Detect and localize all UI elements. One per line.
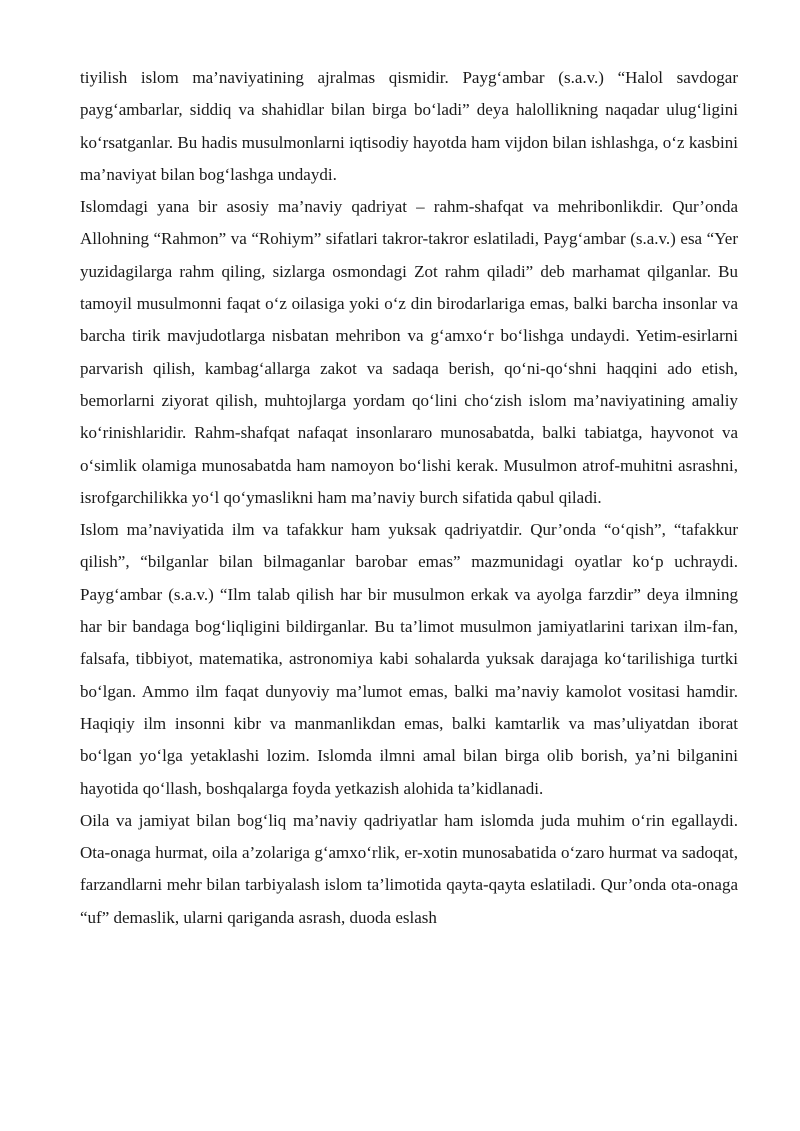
- document-page: [80, 62, 738, 934]
- paragraph-family: Oila va jamiyat bilan bog‘liq ma’naviy qadriyatlar ham islomda juda muhim o‘rin egallaydi. Ota-onaga hurmat, oila a’zolariga g‘amxo‘rlik, er-xotin munosabatida o‘zaro hurmat va sadoqat, farzandlarni mehr bilan tarbiyalash islom ta’limotida qayta-qayta eslatiladi. Qur’onda ota-onaga “uf” demaslik, ularni qariganda asrash, duoda eslash: [80, 810, 738, 927]
- paragraph-honesty: tiyilish islom ma’naviyatining ajralmas qismidir. Payg‘ambar (s.a.v.) “Halol savdogar payg‘ambarlar, siddiq va shahidlar bilan birga bo‘ladi” deya halollikning naqadar ulug‘ligini ko‘rsatganlar. Bu hadis musulmonlarni iqtisodiy hayotda ham vijdon bilan ishlashga, o‘z kasbini ma’naviyat bilan bog‘lashga undaydi.: [80, 68, 738, 184]
- paragraph-compassion: Islomdagi yana bir asosiy ma’naviy qadriyat – rahm-shafqat va mehribonlikdir. Qur’onda Allohning “Rahmon” va “Rohiym” sifatlari takror-takror eslatiladi, Payg‘ambar (s.a.v.) esa “Yer yuzidagilarga rahm qiling, sizlarga osmondagi Zot rahm qiladi” deb marhamat qilganlar. Bu tamoyil musulmonni faqat o‘z oilasiga yoki o‘z din birodarlariga emas, balki barcha insonlar va barcha tirik mavjudotlarga nisbatan mehribon va g‘amxo‘r bo‘lishga undaydi. Yetim-esirlarni parvarish qilish, kambag‘allarga zakot va sadaqa berish, qo‘ni-qo‘shni haqqini ado etish, bemorlarni ziyorat qilish, muhtojlarga yordam qo‘lini cho‘zish islom ma’naviyatining amaliy ko‘rinishlaridir. Rahm-shafqat nafaqat insonlararo munosabatda, balki tabiatga, hayvonot va o‘simlik olamiga munosabatda ham namoyon bo‘lishi kerak. Musulmon atrof-muhitni asrashni, isrofgarchilikka yo‘l qo‘ymaslikni ham ma’naviy burch sifatida qabul qiladi.: [80, 197, 738, 507]
- paragraph-knowledge: Islom ma’naviyatida ilm va tafakkur ham yuksak qadriyatdir. Qur’onda “o‘qish”, “tafakkur qilish”, “bilganlar bilan bilmaganlar barobar emas” mazmunidagi oyatlar ko‘p uchraydi. Payg‘ambar (s.a.v.) “Ilm talab qilish har bir musulmon erkak va ayolga farzdir” deya ilmning har bir bandaga bog‘liqligini bildirganlar. Bu ta’limot musulmon jamiyatlarini tarixan ilm-fan, falsafa, tibbiyot, matematika, astronomiya kabi sohalarda yuksak darajaga ko‘tarilishiga turtki bo‘lgan. Ammo ilm faqat dunyoviy ma’lumot emas, balki ma’naviy kamolot vositasi hamdir. Haqiqiy ilm insonni kibr va manmanlikdan emas, balki kamtarlik va mas’uliyatdan iborat bo‘lgan yo‘lga yetaklashi lozim. Islomda ilmni amal bilan birga olib borish, ya’ni bilganini hayotida qo‘llash, boshqalarga foyda yetkazish alohida ta’kidlanadi.: [80, 520, 738, 798]
